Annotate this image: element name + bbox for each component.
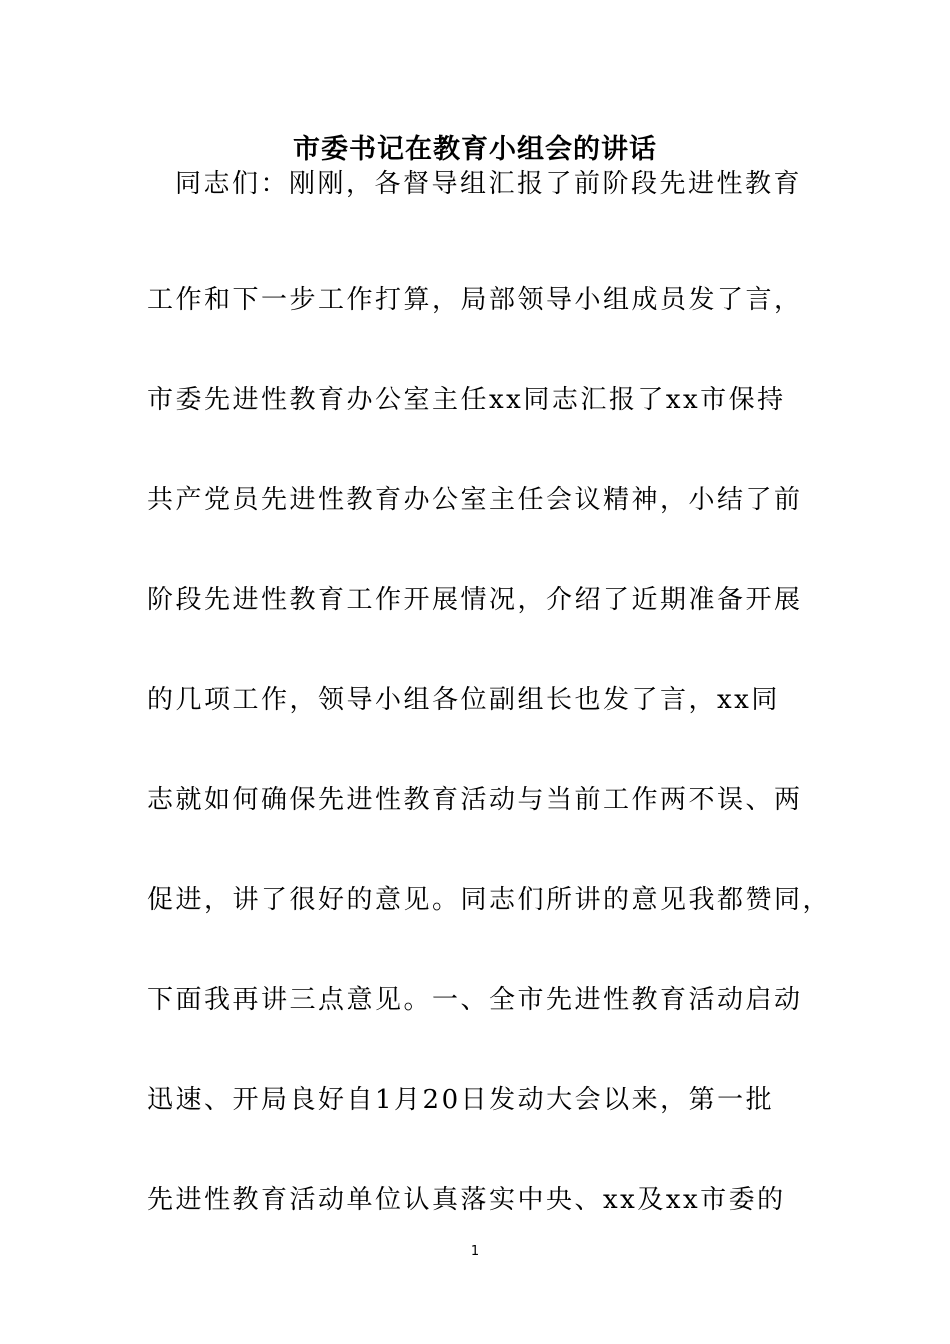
body-line: 市委先进性教育办公室主任xx同志汇报了xx市保持 <box>147 385 786 415</box>
document-title: 市委书记在教育小组会的讲话 <box>293 134 657 165</box>
body-line: 迅速、开局良好自1月20日发动大会以来，第一批 <box>147 1085 775 1115</box>
body-line: 先进性教育活动单位认真落实中央、xx及xx市委的 <box>147 1185 786 1215</box>
body-line: 工作和下一步工作打算，局部领导小组成员发了言， <box>147 285 803 315</box>
page-number: 1 <box>470 1244 480 1259</box>
body-line: 共产党员先进性教育办公室主任会议精神，小结了前 <box>147 485 803 515</box>
body-line: 同志们：刚刚，各督导组汇报了前阶段先进性教育 <box>175 169 803 199</box>
body-line: 的几项工作，领导小组各位副组长也发了言，xx同 <box>147 685 780 715</box>
body-line: 促进，讲了很好的意见。同志们所讲的意见我都赞同， <box>147 885 832 915</box>
body-line: 下面我再讲三点意见。一、全市先进性教育活动启动 <box>147 985 803 1015</box>
body-line: 志就如何确保先进性教育活动与当前工作两不误、两 <box>147 785 803 815</box>
body-line: 阶段先进性教育工作开展情况，介绍了近期准备开展 <box>147 585 803 615</box>
